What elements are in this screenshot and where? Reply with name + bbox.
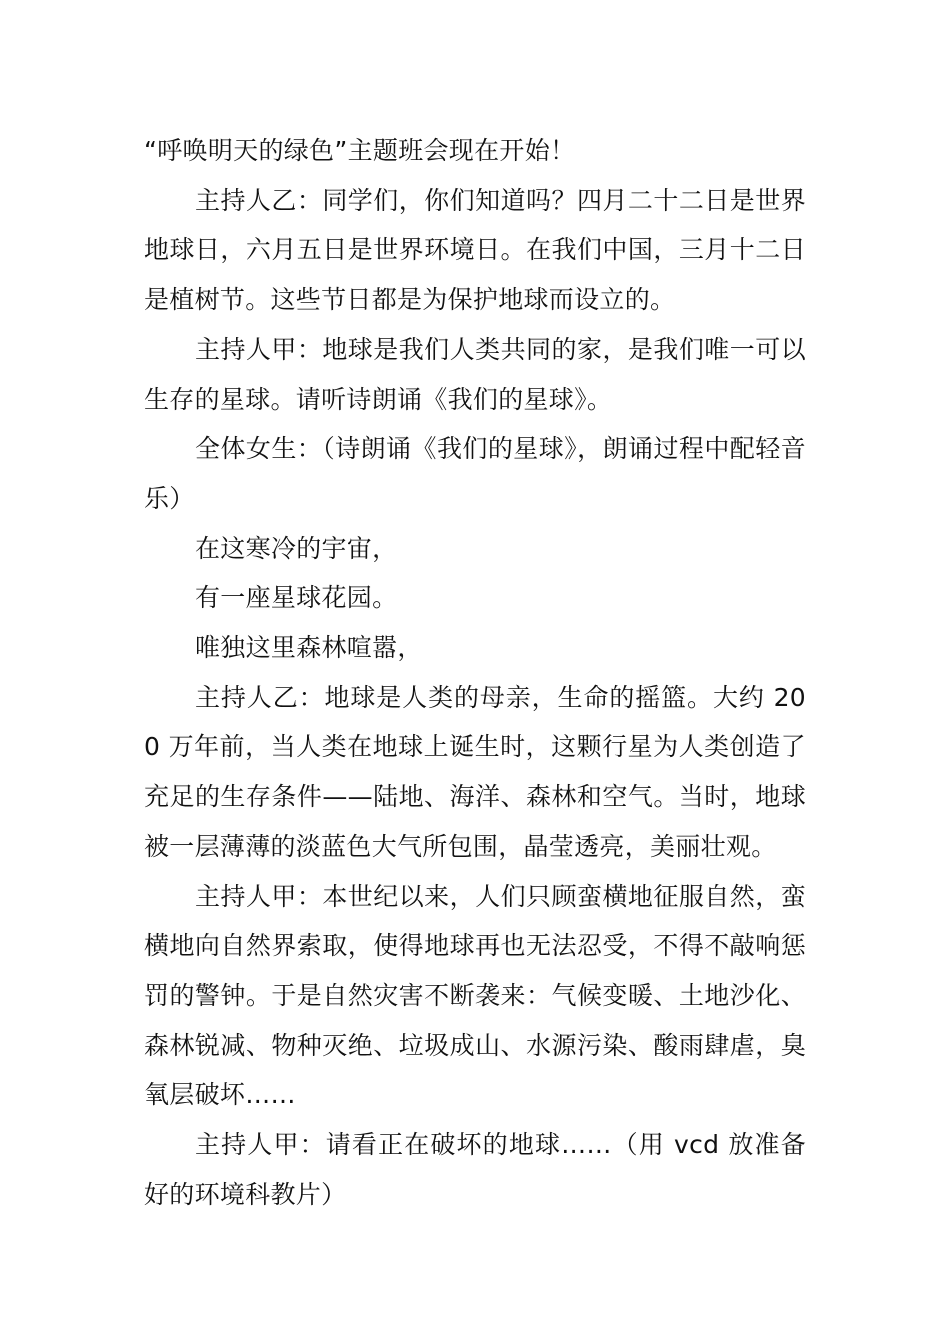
opening-line: “呼唤明天的绿色”主题班会现在开始！: [144, 136, 576, 165]
host-b-paragraph-earth-days: 主持人乙：同学们，你们知道吗？四月二十二日是世界地球日，六月五日是世界环境日。在我们中国，三月十二日是植树节。这些节日都是为保护地球而设立的。: [144, 185, 806, 315]
host-a-paragraph-video: 主持人甲：请看正在破坏的地球……（用 vcd 放准备好的环境科教片）: [144, 1130, 806, 1209]
poem-line-1: 在这寒冷的宇宙，: [195, 533, 398, 563]
host-a-paragraph-disasters: 主持人甲：本世纪以来，人们只顾蛮横地征服自然，蛮横地向自然界索取，使得地球再也无法忍受，不得不敲响惩罚的警钟。于是自然灾害不断袭来：气候变暖、土地沙化、森林锐减、物种灭绝、垃圾成山、水源污染、酸雨肆虐，臭氧层破坏……: [144, 881, 806, 1110]
host-a-paragraph-our-home: 主持人甲：地球是我们人类共同的家，是我们唯一可以生存的星球。请听诗朗诵《我们的星球》。: [144, 334, 806, 414]
document-body: [144, 126, 806, 1219]
poem-line-2: 有一座星球花园。: [195, 583, 398, 613]
girls-recitation-paragraph: 全体女生：（诗朗诵《我们的星球》，朗诵过程中配轻音乐）: [144, 434, 806, 513]
host-b-paragraph-mother-earth: 主持人乙：地球是人类的母亲，生命的摇篮。大约 200 万年前，当人类在地球上诞生时，这颗行星为人类创造了充足的生存条件——陆地、海洋、森林和空气。当时，地球被一层薄薄的淡蓝色大气所包围，晶莹透亮，美丽壮观。: [144, 682, 806, 861]
poem-line-3: 唯独这里森林喧嚣，: [195, 633, 423, 663]
